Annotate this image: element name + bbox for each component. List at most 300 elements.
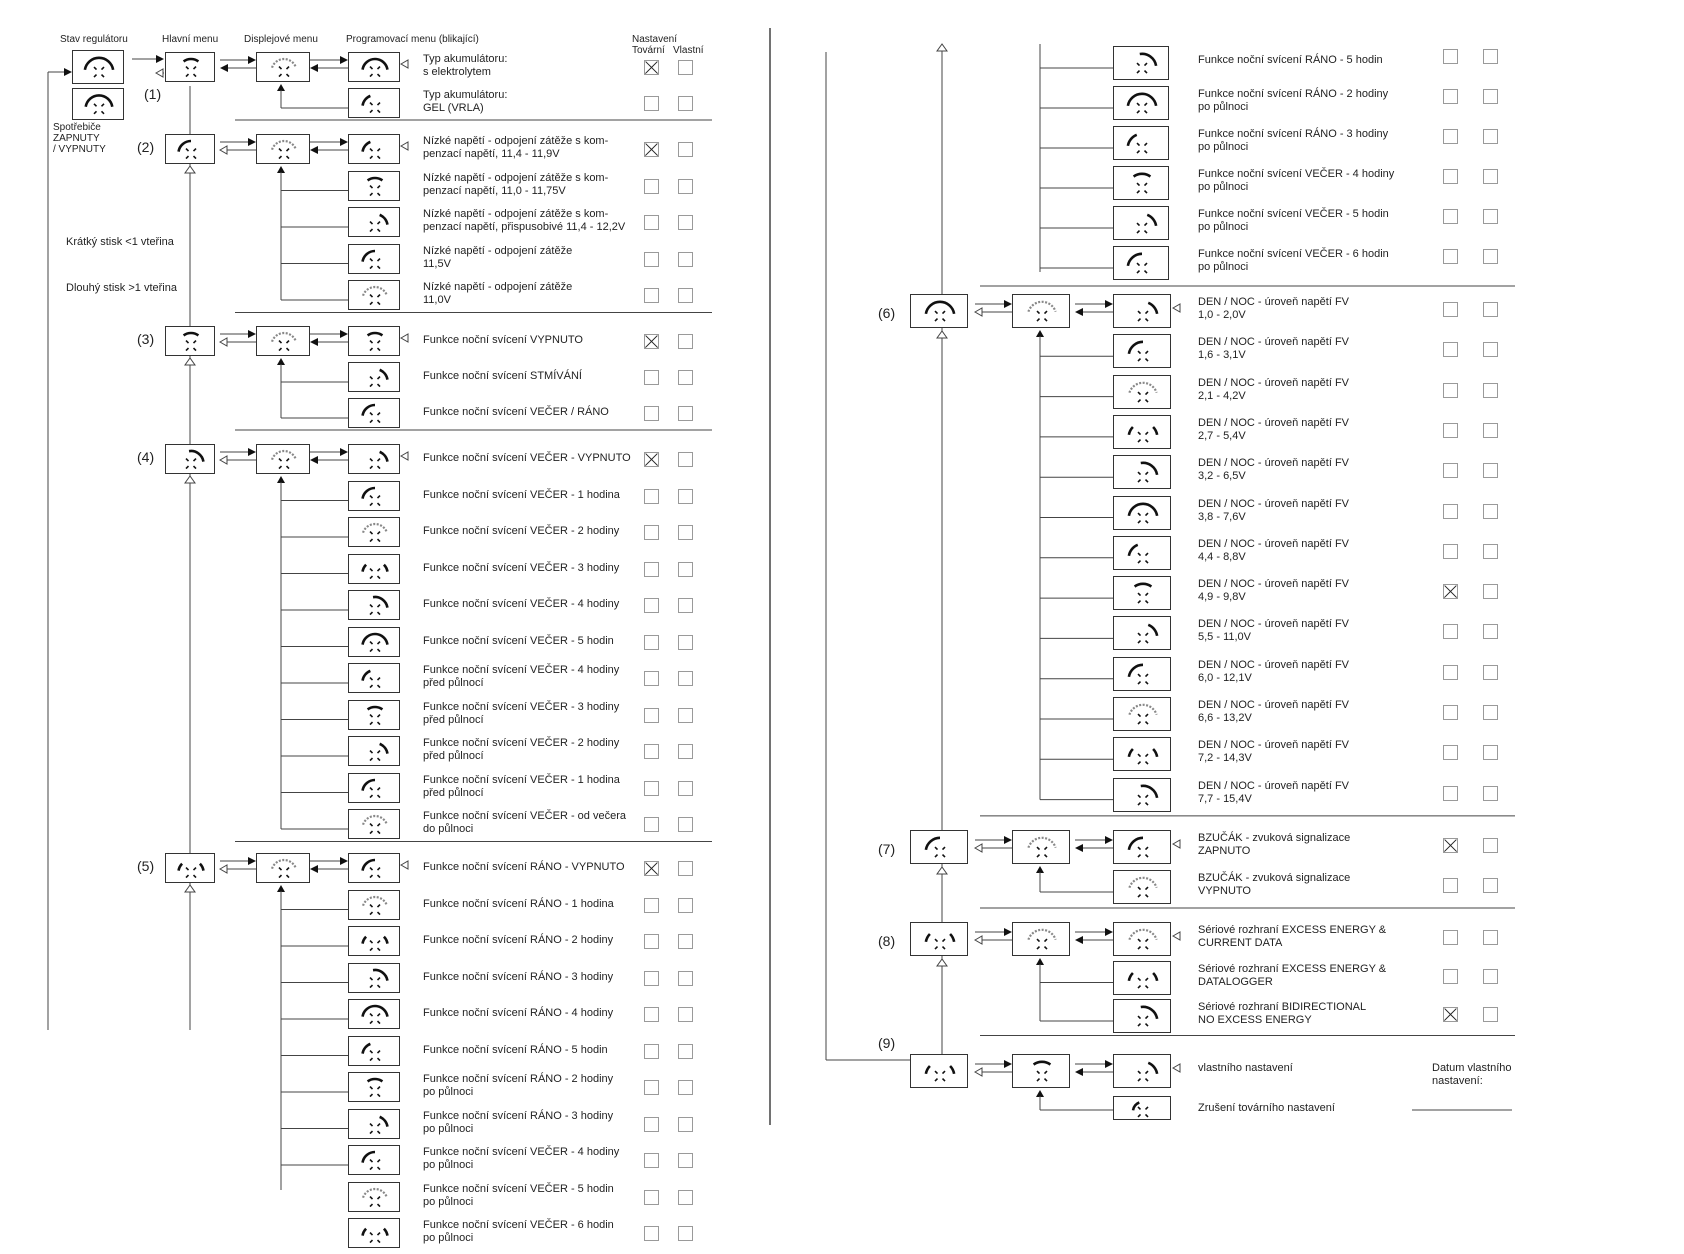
- open-arrow-left-icon: [220, 456, 227, 464]
- factory-checkbox[interactable]: [1443, 624, 1458, 639]
- factory-checkbox[interactable]: [1443, 129, 1458, 144]
- custom-checkbox[interactable]: [678, 215, 693, 230]
- program-menu-lcd-icon: [348, 963, 400, 993]
- arrow-right-icon: [340, 138, 348, 146]
- option-label: [423, 562, 619, 575]
- arrow-right-icon: [1105, 836, 1113, 844]
- factory-checkbox[interactable]: [644, 1044, 659, 1059]
- factory-checkbox[interactable]: [1443, 930, 1458, 945]
- factory-checkbox[interactable]: [644, 452, 659, 467]
- option-label: [1198, 538, 1349, 564]
- custom-checkbox[interactable]: [1483, 129, 1498, 144]
- item-label-line: 2,1 - 4,2V: [1198, 389, 1246, 402]
- option-label: [1198, 457, 1349, 483]
- lcd-segments-icon: [349, 810, 401, 840]
- program-menu-lcd-icon: [348, 1218, 400, 1248]
- program-menu-lcd-icon: [1113, 616, 1171, 650]
- factory-checkbox[interactable]: [1443, 745, 1458, 760]
- lcd-segments-icon: [166, 53, 216, 83]
- custom-checkbox[interactable]: [1483, 624, 1498, 639]
- factory-checkbox[interactable]: [644, 1226, 659, 1241]
- custom-checkbox[interactable]: [678, 142, 693, 157]
- item-label-line: penzací napětí, přispusobivé 11,4 - 12,2V: [423, 221, 626, 233]
- lcd-segments-icon: [1013, 923, 1071, 957]
- factory-checkbox[interactable]: [644, 1080, 659, 1095]
- item-label-line: 7,7 - 15,4V: [1198, 792, 1252, 805]
- factory-checkbox[interactable]: [644, 1007, 659, 1022]
- arrow-right-icon: [248, 138, 256, 146]
- arrow-right-icon: [340, 56, 348, 64]
- custom-checkbox[interactable]: [1483, 463, 1498, 478]
- lcd-segments-icon: [1114, 1000, 1172, 1034]
- factory-checkbox[interactable]: [1443, 463, 1458, 478]
- factory-checkbox[interactable]: [644, 934, 659, 949]
- item-label-line: Funkce noční svícení RÁNO - 4 hodiny: [423, 1007, 614, 1019]
- lcd-segments-icon: [349, 518, 401, 548]
- item-label-line: po půlnoci: [423, 1159, 474, 1171]
- program-menu-lcd-icon: [1113, 697, 1171, 731]
- arrow-up-icon: [1036, 958, 1044, 965]
- option-label: [423, 489, 620, 502]
- factory-checkbox[interactable]: [1443, 705, 1458, 720]
- item-label-line: Funkce noční svícení VEČER - 1 hodina: [423, 773, 620, 786]
- factory-checkbox[interactable]: [1443, 342, 1458, 357]
- item-label-line: ZAPNUTO: [1198, 845, 1251, 857]
- lcd-segments-icon: [73, 89, 125, 121]
- custom-checkbox[interactable]: [1483, 838, 1498, 853]
- factory-checkbox[interactable]: [1443, 969, 1458, 984]
- factory-checkbox[interactable]: [1443, 383, 1458, 398]
- item-label-line: Nízké napětí - odpojení zátěže s kom-: [423, 208, 609, 220]
- lcd-segments-icon: [1114, 87, 1170, 121]
- factory-checkbox[interactable]: [1443, 504, 1458, 519]
- item-label-line: Funkce noční svícení VEČER - 2 hodiny: [423, 737, 620, 749]
- open-arrow-left-icon: [975, 1068, 982, 1076]
- program-menu-lcd-icon: [1113, 999, 1171, 1033]
- lcd-segments-icon: [349, 1146, 401, 1176]
- open-arrow-left-icon: [220, 865, 227, 873]
- item-label-line: 5,5 - 11,0V: [1198, 631, 1251, 644]
- factory-checkbox[interactable]: [644, 288, 659, 303]
- open-arrow-up-icon: [937, 44, 947, 51]
- custom-checkbox[interactable]: [1483, 665, 1498, 680]
- custom-checkbox[interactable]: [1483, 89, 1498, 104]
- lcd-segments-icon: [349, 854, 401, 884]
- custom-checkbox[interactable]: [1483, 49, 1498, 64]
- group-number: (7): [878, 841, 896, 857]
- item-label-line: DEN / NOC - úroveň napětí FV: [1198, 578, 1349, 591]
- item-label-line: DEN / NOC - úroveň napětí FV: [1198, 416, 1349, 429]
- lcd-segments-icon: [1114, 537, 1172, 571]
- arrow-left-icon: [1075, 844, 1083, 852]
- factory-checkbox[interactable]: [644, 708, 659, 723]
- factory-checkbox[interactable]: [644, 1190, 659, 1205]
- open-arrow-up-icon: [185, 476, 195, 483]
- arrow-up-icon: [277, 885, 285, 892]
- lcd-segments-icon: [349, 363, 401, 393]
- header-tovarni: Tovární: [632, 45, 665, 56]
- program-menu-lcd-icon: [1113, 737, 1171, 771]
- program-menu-lcd-icon: [348, 663, 400, 693]
- lcd-segments-icon: [1114, 738, 1172, 772]
- program-menu-lcd-icon: [1113, 576, 1171, 610]
- program-menu-lcd-icon: [1113, 375, 1171, 409]
- custom-checkbox[interactable]: [1483, 584, 1498, 599]
- item-label-line: Funkce noční svícení RÁNO - 2 hodiny: [423, 934, 614, 946]
- item-label-line: DEN / NOC - úroveň napětí FV: [1198, 336, 1349, 349]
- note-spotrebice: Spotřebiče ZAPNUTY / VYPNUTY: [53, 122, 106, 155]
- program-menu-lcd-icon: [348, 171, 400, 201]
- custom-checkbox[interactable]: [678, 288, 693, 303]
- custom-checkbox[interactable]: [678, 671, 693, 686]
- factory-checkbox[interactable]: [1443, 838, 1458, 853]
- lcd-segments-icon: [1114, 416, 1172, 450]
- item-label-line: DEN / NOC - úroveň napětí FV: [1198, 457, 1349, 470]
- custom-checkbox[interactable]: [1483, 878, 1498, 893]
- factory-checkbox[interactable]: [644, 252, 659, 267]
- arrow-right-icon: [248, 448, 256, 456]
- item-label-line: po půlnoci: [1198, 141, 1249, 153]
- custom-checkbox[interactable]: [678, 744, 693, 759]
- option-label: [1198, 377, 1349, 403]
- item-label-line: NO EXCESS ENERGY: [1198, 1014, 1312, 1026]
- custom-checkbox[interactable]: [678, 1007, 693, 1022]
- arrow-right-icon: [64, 68, 72, 76]
- arrow-right-icon: [248, 56, 256, 64]
- option-label: [1198, 699, 1349, 725]
- item-label-line: Funkce noční svícení VEČER - VYPNUTO: [423, 452, 631, 464]
- item-label-line: po půlnoci: [1198, 221, 1249, 233]
- program-menu-lcd-icon: [1113, 496, 1171, 530]
- item-label-line: 1,0 - 2,0V: [1198, 309, 1246, 321]
- item-label-line: 3,2 - 6,5V: [1198, 470, 1246, 483]
- option-label: [423, 334, 583, 347]
- lcd-segments-icon: [1114, 376, 1172, 410]
- item-label-line: Funkce noční svícení RÁNO - 5 hodin: [1198, 54, 1383, 66]
- option-label: [423, 245, 572, 271]
- lcd-segments-icon: [349, 737, 401, 767]
- custom-checkbox[interactable]: [1483, 786, 1498, 801]
- item-label-line: Funkce noční svícení RÁNO - 2 hodiny: [1198, 88, 1389, 100]
- item-label-line: BZUČÁK - zvuková signalizace: [1198, 832, 1351, 844]
- item-label-line: Funkce noční svícení STMÍVÁNÍ: [423, 370, 582, 382]
- custom-checkbox[interactable]: [678, 452, 693, 467]
- custom-checkbox[interactable]: [1483, 969, 1498, 984]
- lcd-segments-icon: [349, 555, 401, 585]
- factory-checkbox[interactable]: [1443, 423, 1458, 438]
- custom-checkbox[interactable]: [1483, 249, 1498, 264]
- program-menu-lcd-icon: [348, 736, 400, 766]
- item-label-line: 11,0V: [423, 294, 451, 306]
- option-label: [1198, 248, 1389, 274]
- group-number: (5): [137, 858, 155, 874]
- lcd-segments-icon: [1114, 295, 1172, 329]
- lcd-segments-icon: [257, 327, 311, 357]
- factory-checkbox[interactable]: [644, 489, 659, 504]
- item-label-line: po půlnoci: [423, 1232, 474, 1244]
- item-label-line: Funkce noční svícení VEČER - 5 hodin: [423, 1182, 614, 1195]
- item-label-line: po půlnoci: [1198, 181, 1249, 193]
- program-menu-lcd-icon: [348, 809, 400, 839]
- program-menu-lcd-icon: [348, 444, 400, 474]
- header-vlastni: Vlastní: [673, 45, 704, 56]
- factory-checkbox[interactable]: [644, 1117, 659, 1132]
- program-menu-lcd-icon: [348, 280, 400, 310]
- option-label: [1198, 659, 1349, 685]
- program-menu-lcd-icon: [1113, 1054, 1171, 1088]
- group-number: (6): [878, 305, 896, 321]
- group-number: (4): [137, 449, 155, 465]
- program-menu-lcd-icon: [348, 481, 400, 511]
- display-menu-lcd-icon: [256, 52, 310, 82]
- factory-checkbox[interactable]: [1443, 209, 1458, 224]
- factory-checkbox[interactable]: [644, 179, 659, 194]
- custom-checkbox[interactable]: [678, 1117, 693, 1132]
- custom-checkbox[interactable]: [1483, 745, 1498, 760]
- custom-checkbox[interactable]: [678, 898, 693, 913]
- arrow-right-icon: [340, 330, 348, 338]
- group-number: (3): [137, 331, 155, 347]
- open-arrow-up-icon: [185, 358, 195, 365]
- factory-checkbox[interactable]: [644, 525, 659, 540]
- custom-checkbox[interactable]: [678, 781, 693, 796]
- open-arrow-left-icon: [401, 452, 408, 460]
- open-arrow-left-icon: [1173, 304, 1180, 312]
- lcd-segments-icon: [911, 923, 969, 957]
- custom-checkbox[interactable]: [1483, 930, 1498, 945]
- custom-checkbox[interactable]: [678, 370, 693, 385]
- factory-checkbox[interactable]: [1443, 1007, 1458, 1022]
- factory-checkbox[interactable]: [644, 671, 659, 686]
- custom-checkbox[interactable]: [678, 934, 693, 949]
- factory-checkbox[interactable]: [1443, 584, 1458, 599]
- program-menu-lcd-icon: [348, 773, 400, 803]
- item-label-line: Typ akumulátoru:: [423, 89, 508, 101]
- lcd-segments-icon: [166, 445, 216, 475]
- factory-checkbox[interactable]: [1443, 786, 1458, 801]
- lcd-segments-icon: [349, 1219, 401, 1249]
- option-label: [423, 1007, 613, 1020]
- option-label: [423, 664, 619, 690]
- item-label-line: Funkce noční svícení VEČER - 4 hodiny: [423, 598, 620, 610]
- factory-checkbox[interactable]: [644, 406, 659, 421]
- option-label: [423, 1146, 619, 1172]
- program-menu-lcd-icon: [1113, 657, 1171, 691]
- factory-checkbox[interactable]: [644, 334, 659, 349]
- option-label: [1198, 88, 1388, 114]
- factory-checkbox[interactable]: [644, 370, 659, 385]
- factory-checkbox[interactable]: [644, 744, 659, 759]
- factory-checkbox[interactable]: [644, 898, 659, 913]
- option-label: [423, 135, 608, 161]
- factory-checkbox[interactable]: [644, 562, 659, 577]
- legend-short-press: Krátký stisk <1 vteřina: [66, 236, 174, 248]
- program-menu-lcd-icon: [348, 517, 400, 547]
- factory-checkbox[interactable]: [644, 861, 659, 876]
- custom-checkbox[interactable]: [1483, 383, 1498, 398]
- custom-checkbox[interactable]: [1483, 302, 1498, 317]
- lcd-segments-icon: [349, 891, 401, 921]
- factory-checkbox[interactable]: [644, 781, 659, 796]
- factory-checkbox[interactable]: [644, 96, 659, 111]
- factory-checkbox[interactable]: [644, 142, 659, 157]
- custom-checkbox[interactable]: [678, 562, 693, 577]
- item-label-line: Nízké napětí - odpojení zátěže s kom-: [423, 171, 609, 184]
- lcd-segments-icon: [349, 1000, 401, 1030]
- custom-checkbox[interactable]: [678, 1153, 693, 1168]
- custom-checkbox[interactable]: [1483, 209, 1498, 224]
- display-menu-lcd-icon: [256, 853, 310, 883]
- main-menu-lcd-icon: [165, 52, 215, 82]
- item-label-line: BZUČÁK - zvuková signalizace: [1198, 872, 1351, 884]
- option-label: [423, 406, 609, 419]
- item-label-line: Funkce noční svícení RÁNO - 1 hodina: [423, 897, 614, 910]
- factory-checkbox[interactable]: [644, 817, 659, 832]
- factory-checkbox[interactable]: [1443, 249, 1458, 264]
- factory-checkbox[interactable]: [644, 635, 659, 650]
- item-label-line: 1,6 - 3,1V: [1198, 349, 1246, 362]
- item-label-line: Nízké napětí - odpojení zátěže: [423, 244, 573, 257]
- arrow-right-icon: [156, 55, 164, 63]
- open-arrow-left-icon: [220, 146, 227, 154]
- item-label-line: po půlnoci: [1198, 261, 1249, 273]
- lcd-segments-icon: [1114, 207, 1170, 241]
- option-label: [1198, 498, 1349, 524]
- program-menu-lcd-icon: [348, 1072, 400, 1102]
- option-label: [423, 635, 614, 648]
- option-label: [1198, 780, 1349, 806]
- custom-checkbox[interactable]: [678, 1190, 693, 1205]
- program-menu-lcd-icon: [1113, 778, 1171, 812]
- lcd-segments-icon: [1114, 831, 1172, 865]
- item-label-line: Funkce noční svícení VEČER - 1 hodina: [423, 488, 620, 501]
- item-label-line: DATALOGGER: [1198, 975, 1273, 988]
- program-menu-lcd-icon: [1113, 86, 1169, 120]
- program-menu-lcd-icon: [348, 627, 400, 657]
- option-label: [1198, 924, 1386, 950]
- lcd-segments-icon: [911, 831, 969, 865]
- main-menu-lcd-icon: [910, 830, 968, 864]
- option-label: [423, 525, 619, 538]
- custom-checkbox[interactable]: [678, 334, 693, 349]
- item-label-line: Sériové rozhraní EXCESS ENERGY &: [1198, 924, 1387, 936]
- option-label: [423, 598, 619, 611]
- factory-checkbox[interactable]: [644, 971, 659, 986]
- custom-checkbox[interactable]: [1483, 342, 1498, 357]
- option-label: [423, 737, 619, 763]
- factory-checkbox[interactable]: [1443, 169, 1458, 184]
- custom-checkbox[interactable]: [678, 60, 693, 75]
- lcd-segments-icon: [349, 664, 401, 694]
- custom-checkbox[interactable]: [678, 971, 693, 986]
- item-label-line: 2,7 - 5,4V: [1198, 429, 1246, 442]
- factory-checkbox[interactable]: [1443, 89, 1458, 104]
- factory-checkbox[interactable]: [644, 598, 659, 613]
- custom-checkbox[interactable]: [678, 525, 693, 540]
- arrow-up-icon: [1036, 1090, 1044, 1097]
- program-menu-lcd-icon: [1113, 415, 1171, 449]
- item-label-line: 6,0 - 12,1V: [1198, 671, 1252, 684]
- option-label: [1198, 168, 1394, 194]
- header-programovaci-menu: Programovací menu (blikající): [346, 34, 479, 45]
- factory-checkbox[interactable]: [1443, 878, 1458, 893]
- item-label-line: 6,6 - 13,2V: [1198, 712, 1252, 724]
- factory-checkbox[interactable]: [1443, 544, 1458, 559]
- custom-checkbox[interactable]: [678, 489, 693, 504]
- lcd-segments-icon: [349, 445, 401, 475]
- open-arrow-left-icon: [1173, 1064, 1180, 1072]
- program-menu-lcd-icon: [1113, 455, 1171, 489]
- custom-checkbox[interactable]: [678, 635, 693, 650]
- custom-checkbox[interactable]: [678, 406, 693, 421]
- custom-checkbox[interactable]: [1483, 169, 1498, 184]
- item-label-line: DEN / NOC - úroveň napětí FV: [1198, 296, 1349, 308]
- program-menu-lcd-icon: [1113, 246, 1169, 280]
- lcd-segments-icon: [166, 854, 216, 884]
- item-label-line: před půlnocí: [423, 786, 484, 799]
- option-label: [1198, 54, 1383, 67]
- open-arrow-left-icon: [975, 308, 982, 316]
- factory-checkbox[interactable]: [644, 1153, 659, 1168]
- custom-checkbox[interactable]: [1483, 1007, 1498, 1022]
- program-menu-lcd-icon: [348, 362, 400, 392]
- program-menu-lcd-icon: [348, 590, 400, 620]
- option-label: [1198, 578, 1349, 604]
- open-arrow-up-icon: [937, 331, 947, 338]
- custom-checkbox[interactable]: [1483, 504, 1498, 519]
- arrow-right-icon: [1004, 836, 1012, 844]
- custom-checkbox[interactable]: [1483, 544, 1498, 559]
- custom-checkbox[interactable]: [1483, 423, 1498, 438]
- program-menu-lcd-icon: [1113, 1096, 1171, 1120]
- custom-checkbox[interactable]: [678, 1226, 693, 1241]
- factory-checkbox[interactable]: [644, 215, 659, 230]
- custom-checkbox[interactable]: [678, 708, 693, 723]
- lcd-segments-icon: [349, 927, 401, 957]
- item-label-line: před půlnocí: [423, 677, 484, 689]
- option-label: [423, 861, 625, 874]
- lcd-segments-icon: [349, 327, 401, 357]
- option-label: [423, 934, 613, 947]
- item-label-line: Funkce noční svícení VEČER - 3 hodiny: [423, 700, 620, 713]
- custom-checkbox[interactable]: [678, 598, 693, 613]
- program-menu-lcd-icon: [348, 926, 400, 956]
- open-arrow-left-icon: [220, 338, 227, 346]
- factory-checkbox[interactable]: [1443, 49, 1458, 64]
- program-menu-lcd-icon: [1113, 206, 1169, 240]
- factory-checkbox[interactable]: [1443, 665, 1458, 680]
- custom-checkbox[interactable]: [1483, 705, 1498, 720]
- custom-checkbox[interactable]: [678, 96, 693, 111]
- custom-checkbox[interactable]: [678, 861, 693, 876]
- custom-checkbox[interactable]: [678, 1044, 693, 1059]
- main-menu-lcd-icon: [910, 1054, 968, 1088]
- lcd-segments-icon: [349, 208, 401, 238]
- factory-checkbox[interactable]: [644, 60, 659, 75]
- custom-checkbox[interactable]: [678, 252, 693, 267]
- header-hlavni-menu: Hlavní menu: [162, 34, 219, 45]
- program-menu-lcd-icon: [348, 999, 400, 1029]
- item-label-line: Funkce noční svícení RÁNO - 3 hodiny: [423, 1109, 614, 1122]
- option-label: [423, 810, 626, 836]
- custom-checkbox[interactable]: [678, 179, 693, 194]
- arrow-right-icon: [248, 857, 256, 865]
- custom-checkbox[interactable]: [678, 1080, 693, 1095]
- custom-checkbox[interactable]: [678, 817, 693, 832]
- factory-checkbox[interactable]: [1443, 302, 1458, 317]
- arrow-up-icon: [1036, 866, 1044, 873]
- option-label: [423, 1044, 608, 1057]
